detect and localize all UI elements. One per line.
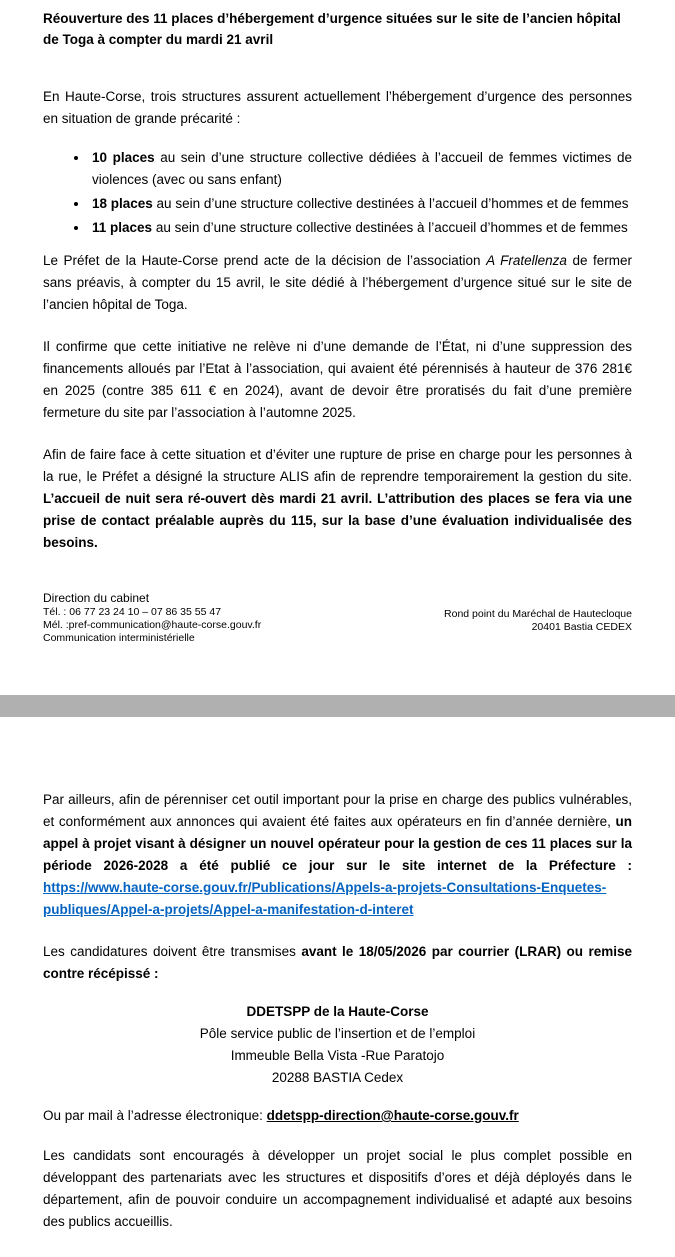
ddetspp-city: 20288 BASTIA Cedex: [271, 1070, 404, 1085]
address-line: 20401 Bastia CEDEX: [531, 621, 632, 633]
address-line: Rond point du Maréchal de Hautecloque: [444, 608, 632, 620]
places-count: 10 places: [92, 150, 155, 165]
prefecture-address-block: [444, 608, 632, 634]
deadline-emphasis: avant le 18/05/2026 par courrier (LRAR) ou remise contre récépissé :: [43, 944, 632, 981]
call-for-projects-paragraph: [43, 789, 632, 921]
ddetspp-street: Immeuble Bella Vista -Rue Paratojo: [230, 1048, 445, 1063]
list-item-text: au sein d’une structure collective destinées à l’accueil d’hommes et de femmes: [152, 220, 628, 235]
service-name: Direction du cabinet: [43, 591, 150, 605]
text-segment: Afin de faire face à cette situation et d’éviter une rupture de prise en charge pour les personnes à la rue, le Préfet a désigné la structure ALIS afin de reprendre temporairement la gestion du site.: [43, 447, 632, 484]
list-item-11-places: [89, 217, 632, 239]
ddetspp-email-link[interactable]: ddetspp-direction@haute-corse.gouv.fr: [266, 1108, 519, 1123]
places-list: [43, 147, 632, 241]
document-title: Réouverture des 11 places d’hébergement d’urgence situées sur le site de l’ancien hôpital de Toga à compter du mardi 21 avril: [43, 11, 621, 47]
list-item-text: au sein d’une structure collective destinées à l’accueil d’hommes et de femmes: [152, 196, 629, 211]
list-item-18-places: [89, 193, 632, 215]
applications-paragraph: [43, 941, 632, 985]
funding-paragraph: Il confirme que cette initiative ne relève ni d’une demande de l’État, ni d’une suppression des financements alloués par l’Etat à l’association, qui avaient été pérennisés à hauteur de 376 281€ en 2025 (contre 385 611 € en 2024), avant de devoir être proratisés du fait d’une première fermeture du site par l’association à l’automne 2025.: [43, 339, 632, 420]
places-count: 11 places: [92, 220, 153, 235]
call-for-projects-link[interactable]: https://www.haute-corse.gouv.fr/Publications/Appels-a-projets-Consultations-Enquetes-publiques/Appel-a-projets/Appel-a-manifestation-d-interet: [43, 880, 607, 917]
reopening-emphasis: L’accueil de nuit sera ré-ouvert dès mardi 21 avril. L’attribution des places se fera via une prise de contact préalable auprès du 115, sur la base d’une évaluation individualisée des besoins.: [43, 491, 632, 550]
text-segment: Ou par mail à l’adresse électronique:: [43, 1108, 267, 1123]
intro-paragraph: En Haute-Corse, trois structures assurent actuellement l’hébergement d’urgence des personnes en situation de grande précarité :: [43, 89, 632, 126]
contact-footer: [43, 591, 632, 645]
page-2: [0, 717, 675, 1257]
alis-paragraph: [43, 444, 632, 554]
ddetspp-service: Pôle service public de l’insertion et de l’emploi: [199, 1026, 476, 1041]
decision-paragraph: [43, 250, 632, 316]
association-name: A Fratellenza: [486, 253, 567, 268]
unit-line: Communication interministérielle: [43, 632, 195, 644]
email-line: Mél. :pref-communication@haute-corse.gouv.fr: [43, 619, 262, 631]
phone-line: Tél. : 06 77 23 24 10 – 07 86 35 55 47: [43, 606, 222, 618]
ddetspp-name: DDETSPP de la Haute-Corse: [246, 1004, 429, 1019]
final-paragraph: Les candidats sont encouragés à développer un projet social le plus complet possible en développant des partenariats avec les structures et dispositifs d’ores et déjà déployés dans le département, afin de pouvoir conduire un accompagnement individualisé et adapté aux besoins des publics accueillis.: [43, 1148, 632, 1229]
mail-paragraph: [43, 1105, 632, 1127]
text-segment: Le Préfet de la Haute-Corse prend acte de la décision de l’association: [43, 253, 487, 268]
list-item-10-places: [89, 147, 632, 191]
places-count: 18 places: [92, 196, 153, 211]
cabinet-contact-block: [43, 591, 261, 645]
list-item-text: au sein d’une structure collective dédiées à l’accueil de femmes victimes de violences (avec ou sans enfant): [92, 150, 632, 187]
ddetspp-address-block: [43, 1001, 632, 1089]
text-segment: Par ailleurs, afin de pérenniser cet outil important pour la prise en charge des publics vulnérables, et conformément aux annonces qui avaient été faites aux opérateurs en fin d’année dernière,: [43, 792, 632, 829]
call-for-projects-emphasis: un appel à projet visant à désigner un nouvel opérateur pour la gestion de ces 11 places sur la période 2026-2028 a été publié ce jour sur le site internet de la Préfecture :: [43, 814, 632, 873]
text-segment: Les candidatures doivent être transmises: [43, 944, 302, 959]
page-separator: [0, 695, 675, 717]
text-segment: de fermer sans préavis, à compter du 15 avril, le site dédié à l’hébergement d’urgence situé sur le site de l’ancien hôpital de Toga.: [43, 253, 632, 312]
